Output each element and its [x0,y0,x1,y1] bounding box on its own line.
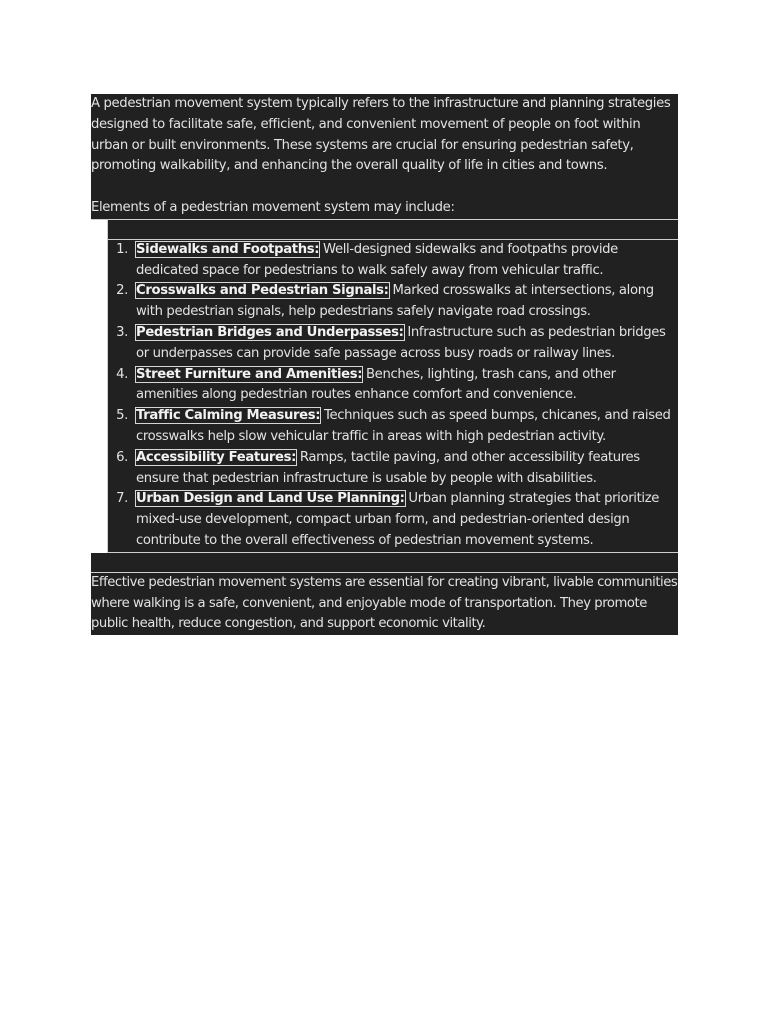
list-top-gap [107,220,678,240]
outro-paragraph: Effective pedestrian movement systems are essential for creating vibrant, livable communities where walking is a safe, convenient, and enjoyable mode of transportation. They promote public health, reduce congestion, and support economic vitality. [91,574,678,632]
list-item [116,489,678,551]
list-item-term: Sidewalks and Footpaths: [136,241,320,257]
list-item [116,365,678,407]
list-item-text: Well-designed sidewalks and footpaths provide dedicated space for pedestrians to walk safely away from vehicular traffic. [136,241,618,278]
list-item-number: 6. [116,449,128,465]
document-body [91,94,678,635]
list-item-text: Benches, lighting, trash cans, and other amenities along pedestrian routes enhance comfort and convenience. [136,366,616,403]
list-item-term: Traffic Calming Measures: [136,408,321,424]
elements-list-block [107,240,678,553]
list-item [116,448,678,490]
list-item-number: 2. [116,283,128,299]
list-item-text: Techniques such as speed bumps, chicanes, and raised crosswalks help slow vehicular traffic in areas with high pedestrian activity. [136,408,671,444]
list-item-text: Infrastructure such as pedestrian bridges or underpasses can provide safe passage across busy roads or railway lines. [136,324,666,361]
list-item-number: 3. [116,324,128,340]
list-bottom-gap [91,553,678,573]
list-item-text: Ramps, tactile paving, and other accessibility features ensure that pedestrian infrastructure is usable by people with disabilities. [136,449,640,486]
paragraph-spacer [91,177,678,198]
list-item-text: Marked crosswalks at intersections, along with pedestrian signals, help pedestrians safely navigate road crossings. [136,283,654,320]
list-item-term: Pedestrian Bridges and Underpasses: [136,324,404,340]
list-item-number: 1. [116,241,128,257]
outro-block [91,573,678,635]
list-item-number: 7. [116,491,128,507]
list-item-term: Accessibility Features: [136,449,297,465]
list-item-text: Urban planning strategies that prioritize mixed-use development, compact urban form, and pedestrian-oriented design contribute to the overall effectiveness of pedestrian movement systems. [136,491,660,548]
list-item [116,323,678,365]
list-item [116,281,678,323]
elements-lead-paragraph: Elements of a pedestrian movement system may include: [91,198,678,220]
list-item [116,406,678,448]
list-item [116,240,678,282]
list-item-term: Crosswalks and Pedestrian Signals: [136,283,389,299]
list-item-number: 4. [116,366,128,382]
intro-paragraph: A pedestrian movement system typically refers to the infrastructure and planning strategies designed to facilitate safe, efficient, and convenient movement of people on foot within urban or built environments. These systems are crucial for ensuring pedestrian safety, promoting walkability, and enhancing the overall quality of life in cities and towns. [91,96,671,174]
list-item-term: Urban Design and Land Use Planning: [136,491,405,507]
intro-block [91,94,678,220]
list-item-term: Street Furniture and Amenities: [136,366,363,382]
elements-list [108,240,678,552]
list-item-number: 5. [116,408,128,424]
